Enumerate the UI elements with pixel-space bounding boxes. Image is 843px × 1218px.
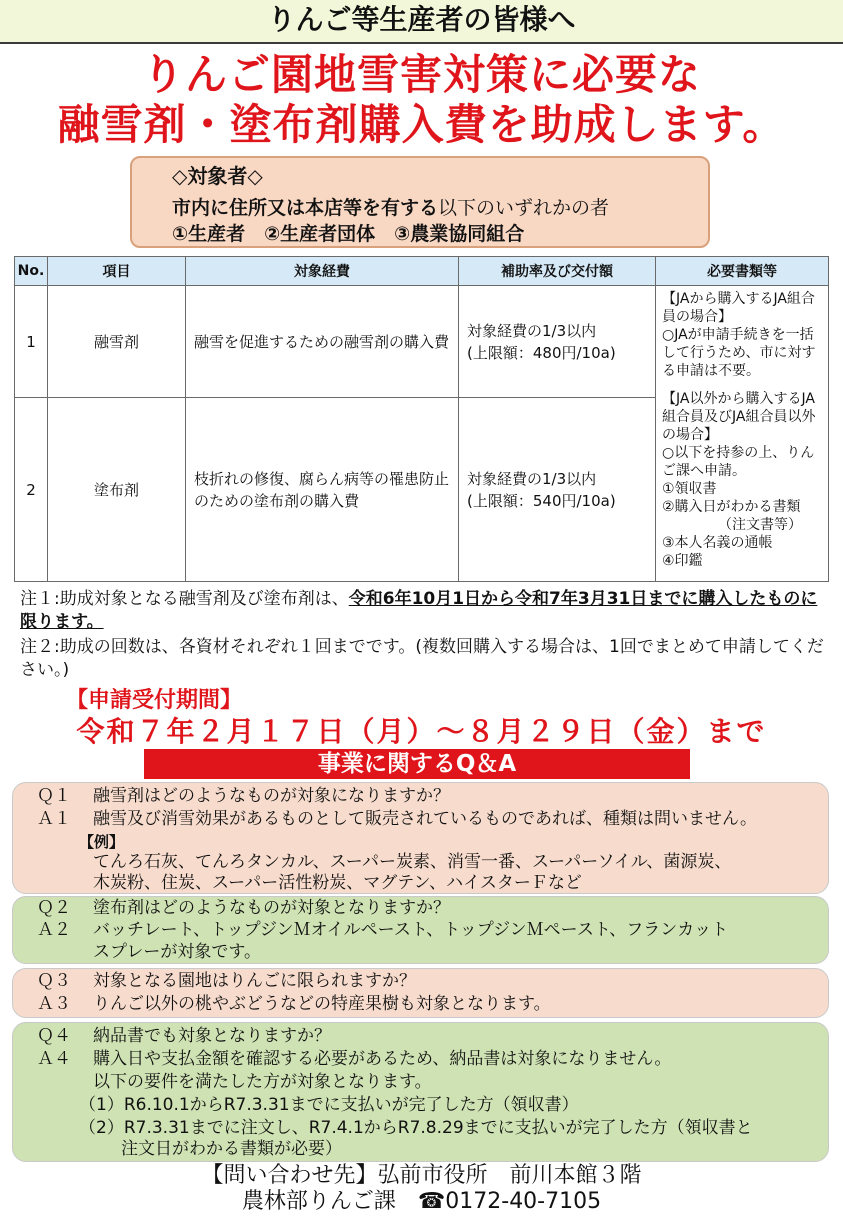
qa1-q-text: 融雪剤はどのようなものが対象になりますか？ xyxy=(93,786,450,806)
qa4-a-text: 購入日や支払金額を確認する必要があるため、納品書は対象になりません。 xyxy=(93,1049,672,1069)
qa4-answer-line: 以下の要件を満たした方が対象となります。 xyxy=(93,1072,432,1092)
header-rate: 補助率及び交付額 xyxy=(459,257,656,286)
target-line-1-rest: 以下のいずれかの者 xyxy=(438,197,610,219)
required-docs xyxy=(656,286,829,582)
qa4-answer-line: （1）R6.10.1からR7.3.31までに支払いが完了した方（領収書） xyxy=(79,1095,579,1115)
period-label: 【申請受付期間】 xyxy=(66,688,243,713)
qa2-answer-cont: スプレーが対象です。 xyxy=(93,942,261,962)
note-1-prefix: 注１:助成対象となる融雪剤及び塗布剤は、 xyxy=(20,589,349,609)
qa3-a-text: りんご以外の桃やぶどうなどの特産果樹も対象となります。 xyxy=(93,994,551,1014)
target-box xyxy=(130,156,710,248)
qa1-example-line: 木炭粉、住炭、スーパー活性粉炭、マグテン、ハイスターＦなど xyxy=(93,873,582,893)
qa4-answer-line: 注文日がわかる書類が必要） xyxy=(121,1139,342,1159)
qa2-a-label: Ａ２ xyxy=(37,920,71,940)
docs-line: ①領収書 xyxy=(662,481,717,497)
docs-spacer xyxy=(662,380,822,390)
top-banner-text: りんご等生産者の皆様へ xyxy=(267,3,576,36)
qa2-q-label: Ｑ２ xyxy=(37,898,71,918)
qa1-q-label: Ｑ１ xyxy=(37,786,71,806)
docs-line: ○JAが申請手続きを一括して行うため、市に対する申請は不要。 xyxy=(662,327,816,379)
note-1-bold: 令和6年10月1日から令和7年3月31日までに購入したものに限ります。 xyxy=(20,589,818,632)
note-1 xyxy=(20,588,826,634)
contact-line-1: 【問い合わせ先】弘前市役所 前川本館３階 xyxy=(201,1163,642,1188)
subsidy-table xyxy=(14,256,829,582)
title-line-2: 融雪剤・塗布剤購入費を助成します。 xyxy=(57,100,786,149)
qa4-q-text: 納品書でも対象となりますか？ xyxy=(93,1026,331,1046)
docs-line: ②購入日がわかる書類 xyxy=(662,499,801,515)
qa1-a-text: 融雪及び消雪効果があるものとして販売されているものであれば、種類は問いません。 xyxy=(93,809,758,829)
target-heading: ◇対象者◇ xyxy=(172,164,263,188)
row1-expense: 融雪を促進するための融雪剤の購入費 xyxy=(186,286,459,398)
note-2: 注２:助成の回数は、各資材それぞれ１回までです。(複数回購入する場合は、1回でまとめて申請してください。) xyxy=(20,637,824,680)
qa-item-1 xyxy=(12,782,829,894)
period-date: 令和７年２月１７日（月）～８月２９日（金）まで xyxy=(76,715,767,748)
qa-banner: 事業に関するQ＆A xyxy=(144,749,690,779)
docs-line: 【JA以外から購入するJA組合員及びJA組合員以外の場合】 xyxy=(662,391,816,443)
target-line-2: ①生産者 ②生産者団体 ③農業協同組合 xyxy=(172,223,525,245)
row1-no: 1 xyxy=(15,286,48,398)
docs-line: 【JAから購入するJA組合員の場合】 xyxy=(662,291,815,325)
qa1-example-label: 【例】 xyxy=(79,833,125,851)
docs-line: ○以下を持参の上、りんご課へ申請。 xyxy=(662,445,815,479)
row1-rate-line1: 対象経費の1/3以内 xyxy=(467,321,597,340)
qa-item-2 xyxy=(12,896,829,964)
row2-item: 塗布剤 xyxy=(48,398,186,582)
row1-rate-line2: (上限額：480円/10a) xyxy=(467,343,616,362)
docs-line: （注文書等） xyxy=(718,517,802,533)
header-item: 項目 xyxy=(48,257,186,286)
qa4-q-label: Ｑ４ xyxy=(37,1026,71,1046)
header-docs: 必要書類等 xyxy=(656,257,829,286)
row2-rate-line2: (上限額：540円/10a) xyxy=(467,491,616,510)
row1-item: 融雪剤 xyxy=(48,286,186,398)
table-row xyxy=(15,286,829,398)
row2-rate xyxy=(459,398,656,582)
top-banner xyxy=(0,0,843,44)
qa2-q-text: 塗布剤はどのようなものが対象となりますか？ xyxy=(93,898,450,918)
header-no: No. xyxy=(15,257,48,286)
qa-item-4 xyxy=(12,1022,829,1162)
docs-line: ④印鑑 xyxy=(662,553,703,569)
qa1-a-label: Ａ１ xyxy=(37,809,71,829)
qa-item-3 xyxy=(12,968,829,1018)
qa4-a-label: Ａ４ xyxy=(37,1049,71,1069)
row2-rate-line1: 対象経費の1/3以内 xyxy=(467,469,597,488)
qa4-answer-line: （2）R7.3.31までに注文し、R7.4.1からR7.8.29までに支払いが完了した方（領収書と xyxy=(79,1118,753,1138)
docs-line: ③本人名義の通帳 xyxy=(662,535,773,551)
qa3-a-label: Ａ３ xyxy=(37,994,71,1014)
target-line-1 xyxy=(172,196,609,220)
target-line-1-bold: 市内に住所又は本店等を有する xyxy=(172,197,439,219)
row2-no: 2 xyxy=(15,398,48,582)
qa3-q-text: 対象となる園地はりんごに限られますか？ xyxy=(93,971,416,991)
row1-rate xyxy=(459,286,656,398)
contact-line-2: 農林部りんご課 ☎0172-40-7105 xyxy=(241,1189,602,1214)
header-expense: 対象経費 xyxy=(186,257,459,286)
title-line-1: りんご園地雪害対策に必要な xyxy=(141,50,701,99)
qa1-example-line: てんろ石灰、てんろタンカル、スーパー炭素、消雪一番、スーパーソイル、菌源炭、 xyxy=(93,852,732,872)
qa2-a-text: バッチレート、トップジンＭオイルペースト、トップジンＭペースト、フランカット xyxy=(93,920,729,940)
qa3-q-label: Ｑ３ xyxy=(37,971,71,991)
table-header-row xyxy=(15,257,829,286)
row2-expense: 枝折れの修復、腐らん病等の罹患防止のための塗布剤の購入費 xyxy=(186,398,459,582)
